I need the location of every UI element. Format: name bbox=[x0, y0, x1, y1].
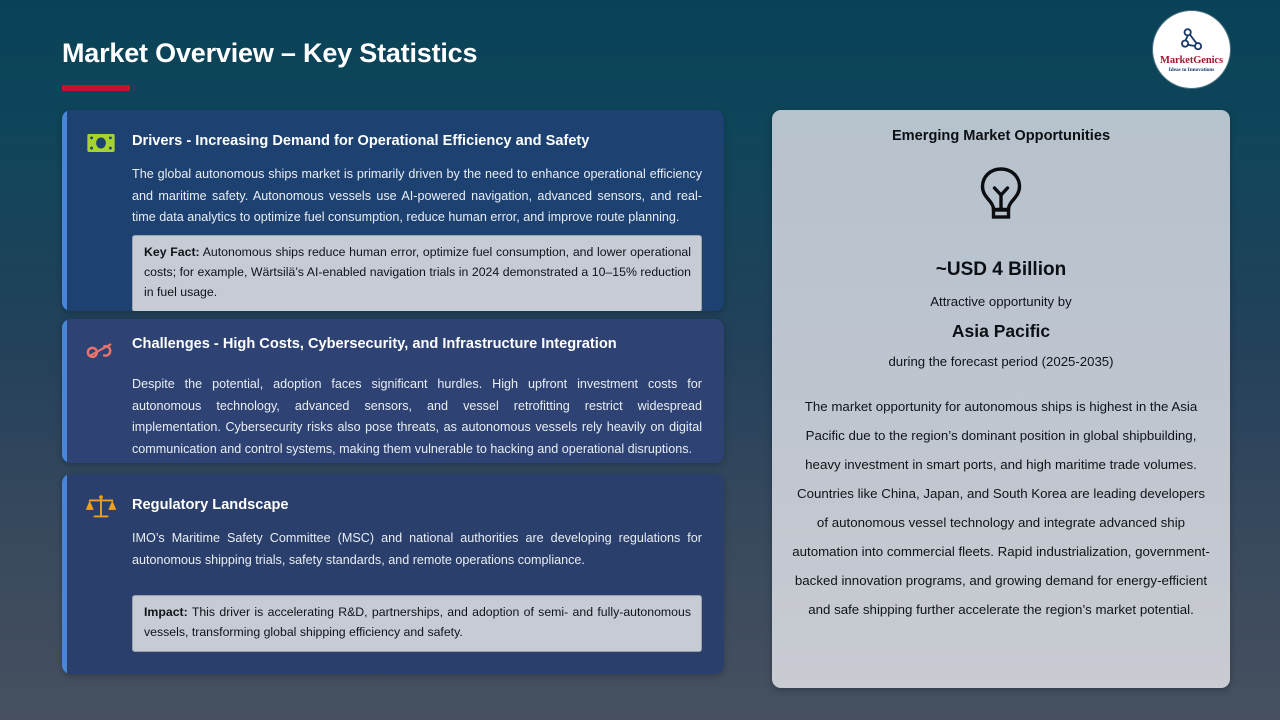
card-regulatory bbox=[62, 474, 724, 674]
opportunity-subtitle: Attractive opportunity by bbox=[930, 294, 1072, 309]
card-title: Challenges - High Costs, Cybersecurity, and Infrastructure Integration bbox=[132, 336, 617, 352]
key-fact-text: Autonomous ships reduce human error, optimize fuel consumption, and lower operational costs; for example, Wärtsilä’s AI-enabled navigation trials in 2024 demonstrated a 10–15% reduction in fuel usage. bbox=[144, 244, 691, 299]
scales-of-justice-icon bbox=[84, 490, 118, 524]
card-accent-bar bbox=[62, 474, 67, 674]
card-drivers bbox=[62, 110, 724, 311]
impact-label: Impact: bbox=[144, 605, 188, 620]
page-title: Market Overview – Key Statistics bbox=[62, 38, 478, 68]
banknote-icon bbox=[84, 126, 118, 160]
card-accent-bar bbox=[62, 319, 67, 463]
card-header bbox=[84, 490, 702, 524]
region-name: Asia Pacific bbox=[951, 321, 1051, 341]
emerging-opportunities-panel bbox=[772, 110, 1230, 688]
logo-name: MarketGenics bbox=[1160, 54, 1223, 66]
key-fact-label: Key Fact: bbox=[144, 244, 200, 259]
card-title: Drivers - Increasing Demand for Operational Efficiency and Safety bbox=[132, 133, 590, 149]
card-title: Regulatory Landscape bbox=[132, 497, 289, 513]
card-accent-bar bbox=[62, 110, 67, 311]
logo-tagline: Ideas to Innovations bbox=[1168, 66, 1215, 73]
left-column bbox=[62, 110, 724, 674]
impact-text: This driver is accelerating R&D, partnerships, and adoption of semi- and fully-autonomous vessels, transforming global shipping efficiency and safety. bbox=[144, 605, 691, 640]
card-header bbox=[84, 126, 702, 160]
panel-title: Emerging Market Opportunities bbox=[891, 128, 1111, 144]
impact-box bbox=[132, 595, 702, 652]
forecast-period: during the forecast period (2025-2035) bbox=[888, 354, 1114, 369]
card-header bbox=[84, 335, 702, 369]
broken-link-icon bbox=[84, 335, 118, 369]
network-nodes-icon bbox=[1177, 28, 1207, 54]
panel-paragraph: The market opportunity for autonomous ships is highest in the Asia Pacific due to the region’s dominant position in global shipbuilding, heavy investment in smart ports, and high maritime trade volumes. Countries like China, Japan, and South Korea are leading developers of autonomous vessel technology and integrate advanced ship automation into commercial fleets. Rapid industrialization, government-backed innovation programs, and growing demand for energy-efficient and safe shipping further accelerate the region’s market potential. bbox=[792, 399, 1210, 617]
card-challenges bbox=[62, 319, 724, 463]
card-body-text: IMO’s Maritime Safety Committee (MSC) and national authorities are developing regulations for autonomous shipping trials, safety standards, and remote operations compliance. bbox=[132, 531, 702, 567]
title-underline-rule bbox=[62, 85, 130, 91]
market-figure: ~USD 4 Billion bbox=[935, 259, 1067, 280]
brand-logo bbox=[1153, 11, 1230, 88]
card-body-text: Despite the potential, adoption faces significant hurdles. High upfront investment costs for autonomous technology, advanced sensors, and vessel retrofitting restrict widespread implementation. Cybersecurity risks also pose threats, as autonomous vessels rely heavily on digital communication and control systems, making them vulnerable to hacking and operational disruptions. bbox=[132, 377, 702, 456]
card-body-text: The global autonomous ships market is primarily driven by the need to enhance operational efficiency and maritime safety. Autonomous vessels use AI-powered navigation, advanced sensors, and real-time data analytics to optimize fuel consumption, reduce human error, and improve route planning. bbox=[132, 167, 702, 225]
key-fact-box bbox=[132, 235, 702, 311]
lightbulb-icon bbox=[973, 166, 1029, 228]
